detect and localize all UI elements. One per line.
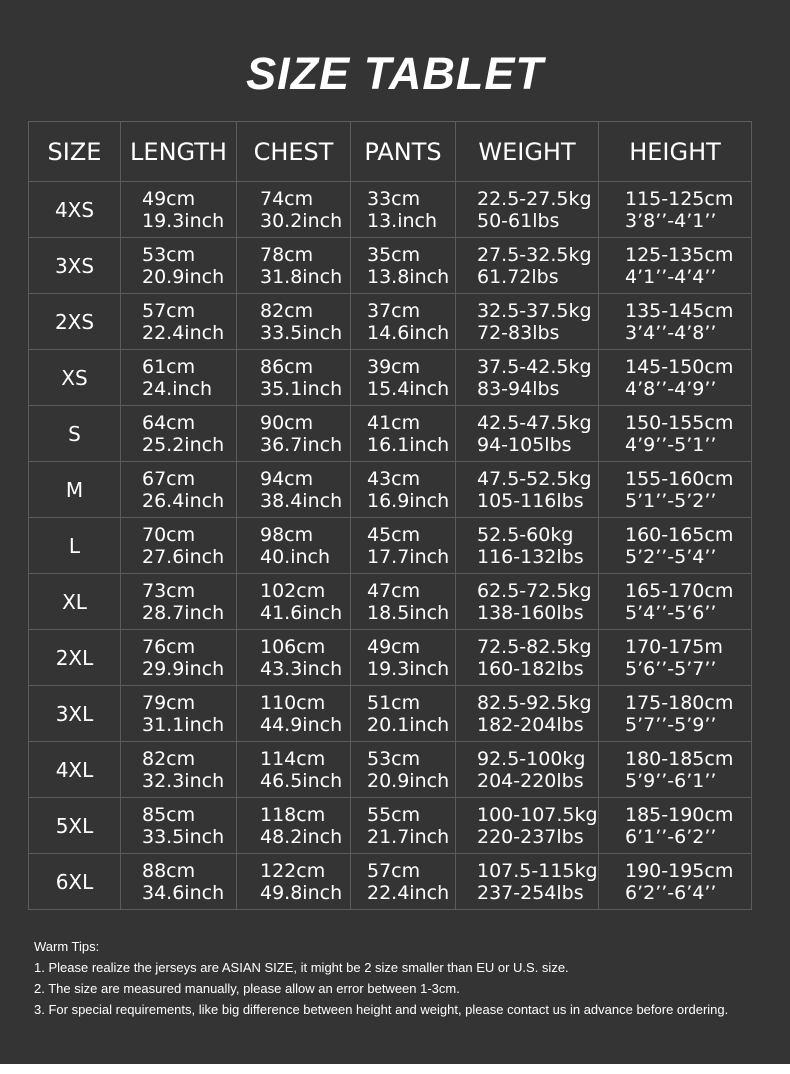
- length-metric: 49cm: [142, 187, 196, 210]
- height-cell: [599, 854, 752, 910]
- chest-metric: 90cm: [260, 411, 314, 434]
- height-imperial: 5’7’’-5’9’’: [625, 713, 717, 736]
- table-row: [29, 518, 752, 574]
- pants-metric: 43cm: [367, 467, 421, 490]
- length-imperial: 33.5inch: [142, 825, 225, 848]
- weight-cell: [456, 854, 599, 910]
- height-cell: [599, 630, 752, 686]
- header-chest: CHEST: [237, 122, 351, 182]
- chest-imperial: 40.inch: [260, 545, 331, 568]
- weight-metric: 62.5-72.5kg: [477, 579, 592, 602]
- weight-imperial: 61.72lbs: [477, 265, 559, 288]
- height-cell: [599, 798, 752, 854]
- tip-item: 3. For special requirements, like big difference between height and weight, please contact us in advance before ordering.: [34, 1002, 729, 1017]
- pants-imperial: 13.8inch: [367, 265, 450, 288]
- length-metric: 61cm: [142, 355, 196, 378]
- pants-cell: [351, 686, 456, 742]
- length-cell: [121, 238, 237, 294]
- pants-imperial: 15.4inch: [367, 377, 450, 400]
- weight-imperial: 116-132lbs: [477, 545, 584, 568]
- height-metric: 160-165cm: [625, 523, 734, 546]
- chest-metric: 110cm: [260, 691, 326, 714]
- height-imperial: 4’8’’-4’9’’: [625, 377, 717, 400]
- length-imperial: 32.3inch: [142, 769, 225, 792]
- chest-cell: [237, 406, 351, 462]
- weight-metric: 82.5-92.5kg: [477, 691, 592, 714]
- height-imperial: 5’1’’-5’2’’: [625, 489, 717, 512]
- weight-metric: 32.5-37.5kg: [477, 299, 592, 322]
- tips-heading: Warm Tips:: [34, 939, 100, 954]
- pants-imperial: 14.6inch: [367, 321, 450, 344]
- table-row: [29, 294, 752, 350]
- table-row: [29, 238, 752, 294]
- length-metric: 79cm: [142, 691, 196, 714]
- page-title: SIZE TABLET: [246, 48, 544, 99]
- height-metric: 170-175m: [625, 635, 723, 658]
- size-label: 2XL: [29, 630, 121, 686]
- height-cell: [599, 742, 752, 798]
- weight-imperial: 50-61lbs: [477, 209, 560, 232]
- size-label: 4XL: [29, 742, 121, 798]
- length-cell: [121, 294, 237, 350]
- pants-metric: 47cm: [367, 579, 421, 602]
- pants-cell: [351, 518, 456, 574]
- tip-item: 2. The size are measured manually, please allow an error between 1-3cm.: [34, 981, 460, 996]
- chest-metric: 114cm: [260, 747, 326, 770]
- height-metric: 150-155cm: [625, 411, 734, 434]
- pants-metric: 39cm: [367, 355, 421, 378]
- chest-cell: [237, 574, 351, 630]
- height-metric: 125-135cm: [625, 243, 734, 266]
- weight-cell: [456, 238, 599, 294]
- size-label: XS: [29, 350, 121, 406]
- size-label: 3XL: [29, 686, 121, 742]
- chest-cell: [237, 518, 351, 574]
- size-table: [28, 121, 752, 910]
- weight-cell: [456, 742, 599, 798]
- pants-cell: [351, 798, 456, 854]
- chest-cell: [237, 350, 351, 406]
- pants-metric: 45cm: [367, 523, 421, 546]
- height-metric: 115-125cm: [625, 187, 734, 210]
- length-metric: 82cm: [142, 747, 196, 770]
- length-cell: [121, 630, 237, 686]
- table-row: [29, 574, 752, 630]
- chest-metric: 106cm: [260, 635, 326, 658]
- pants-imperial: 20.9inch: [367, 769, 450, 792]
- length-metric: 53cm: [142, 243, 196, 266]
- size-label: M: [29, 462, 121, 518]
- chest-cell: [237, 182, 351, 238]
- weight-cell: [456, 406, 599, 462]
- size-label: 3XS: [29, 238, 121, 294]
- weight-cell: [456, 294, 599, 350]
- weight-metric: 27.5-32.5kg: [477, 243, 592, 266]
- length-imperial: 24.inch: [142, 377, 213, 400]
- chest-metric: 78cm: [260, 243, 314, 266]
- table-row: [29, 798, 752, 854]
- weight-imperial: 138-160lbs: [477, 601, 584, 624]
- height-cell: [599, 462, 752, 518]
- weight-cell: [456, 630, 599, 686]
- chest-imperial: 35.1inch: [260, 377, 343, 400]
- weight-cell: [456, 686, 599, 742]
- pants-metric: 37cm: [367, 299, 421, 322]
- chest-metric: 74cm: [260, 187, 314, 210]
- pants-cell: [351, 238, 456, 294]
- chest-metric: 94cm: [260, 467, 314, 490]
- chest-metric: 102cm: [260, 579, 326, 602]
- size-label: 5XL: [29, 798, 121, 854]
- pants-imperial: 16.1inch: [367, 433, 450, 456]
- height-imperial: 4’9’’-5’1’’: [625, 433, 717, 456]
- height-cell: [599, 518, 752, 574]
- length-imperial: 26.4inch: [142, 489, 225, 512]
- length-cell: [121, 350, 237, 406]
- length-imperial: 27.6inch: [142, 545, 225, 568]
- chest-imperial: 41.6inch: [260, 601, 343, 624]
- length-imperial: 29.9inch: [142, 657, 225, 680]
- height-cell: [599, 406, 752, 462]
- weight-metric: 42.5-47.5kg: [477, 411, 592, 434]
- header-height: HEIGHT: [599, 122, 752, 182]
- weight-metric: 92.5-100kg: [477, 747, 586, 770]
- height-imperial: 6’1’’-6’2’’: [625, 825, 717, 848]
- table-row: [29, 406, 752, 462]
- pants-imperial: 17.7inch: [367, 545, 450, 568]
- header-pants: PANTS: [351, 122, 456, 182]
- height-imperial: 3’8’’-4’1’’: [625, 209, 717, 232]
- weight-metric: 72.5-82.5kg: [477, 635, 592, 658]
- pants-imperial: 22.4inch: [367, 881, 450, 904]
- length-cell: [121, 742, 237, 798]
- pants-cell: [351, 182, 456, 238]
- weight-imperial: 105-116lbs: [477, 489, 584, 512]
- chest-imperial: 30.2inch: [260, 209, 343, 232]
- chest-cell: [237, 238, 351, 294]
- height-cell: [599, 574, 752, 630]
- length-cell: [121, 406, 237, 462]
- length-cell: [121, 182, 237, 238]
- table-body: [29, 182, 752, 910]
- size-label: 2XS: [29, 294, 121, 350]
- chest-cell: [237, 742, 351, 798]
- size-label: S: [29, 406, 121, 462]
- size-label: XL: [29, 574, 121, 630]
- size-label: 6XL: [29, 854, 121, 910]
- weight-imperial: 160-182lbs: [477, 657, 584, 680]
- weight-cell: [456, 798, 599, 854]
- length-imperial: 34.6inch: [142, 881, 225, 904]
- pants-cell: [351, 294, 456, 350]
- length-metric: 67cm: [142, 467, 196, 490]
- weight-imperial: 220-237lbs: [477, 825, 584, 848]
- weight-metric: 52.5-60kg: [477, 523, 574, 546]
- height-metric: 135-145cm: [625, 299, 734, 322]
- pants-cell: [351, 854, 456, 910]
- weight-cell: [456, 182, 599, 238]
- weight-imperial: 94-105lbs: [477, 433, 572, 456]
- weight-cell: [456, 518, 599, 574]
- height-metric: 155-160cm: [625, 467, 734, 490]
- table-row: [29, 742, 752, 798]
- height-metric: 165-170cm: [625, 579, 734, 602]
- pants-metric: 55cm: [367, 803, 421, 826]
- length-metric: 57cm: [142, 299, 196, 322]
- pants-cell: [351, 574, 456, 630]
- chest-imperial: 31.8inch: [260, 265, 343, 288]
- header-size: SIZE: [29, 122, 121, 182]
- header-weight: WEIGHT: [456, 122, 599, 182]
- length-metric: 73cm: [142, 579, 196, 602]
- warm-tips: [34, 936, 774, 1020]
- height-metric: 180-185cm: [625, 747, 734, 770]
- height-imperial: 4’1’’-4’4’’: [625, 265, 717, 288]
- pants-imperial: 18.5inch: [367, 601, 450, 624]
- chest-cell: [237, 686, 351, 742]
- table-row: [29, 182, 752, 238]
- pants-imperial: 16.9inch: [367, 489, 450, 512]
- height-cell: [599, 686, 752, 742]
- length-imperial: 25.2inch: [142, 433, 225, 456]
- height-cell: [599, 350, 752, 406]
- length-imperial: 20.9inch: [142, 265, 225, 288]
- tip-item: 1. Please realize the jerseys are ASIAN SIZE, it might be 2 size smaller than EU or U.S. size.: [34, 960, 569, 975]
- table-row: [29, 854, 752, 910]
- weight-metric: 37.5-42.5kg: [477, 355, 592, 378]
- length-cell: [121, 518, 237, 574]
- length-cell: [121, 574, 237, 630]
- pants-metric: 57cm: [367, 859, 421, 882]
- length-metric: 64cm: [142, 411, 196, 434]
- size-label: 4XS: [29, 182, 121, 238]
- length-cell: [121, 462, 237, 518]
- table-row: [29, 350, 752, 406]
- length-imperial: 22.4inch: [142, 321, 225, 344]
- height-cell: [599, 294, 752, 350]
- weight-imperial: 83-94lbs: [477, 377, 560, 400]
- pants-cell: [351, 350, 456, 406]
- weight-metric: 107.5-115kg: [477, 859, 598, 882]
- pants-metric: 33cm: [367, 187, 421, 210]
- length-cell: [121, 686, 237, 742]
- chest-metric: 86cm: [260, 355, 314, 378]
- weight-imperial: 204-220lbs: [477, 769, 584, 792]
- height-metric: 190-195cm: [625, 859, 734, 882]
- chest-metric: 82cm: [260, 299, 314, 322]
- pants-imperial: 21.7inch: [367, 825, 450, 848]
- length-metric: 88cm: [142, 859, 196, 882]
- pants-imperial: 19.3inch: [367, 657, 450, 680]
- pants-cell: [351, 742, 456, 798]
- pants-cell: [351, 462, 456, 518]
- weight-cell: [456, 462, 599, 518]
- length-imperial: 28.7inch: [142, 601, 225, 624]
- chest-cell: [237, 630, 351, 686]
- length-cell: [121, 798, 237, 854]
- length-cell: [121, 854, 237, 910]
- weight-metric: 47.5-52.5kg: [477, 467, 592, 490]
- size-label: L: [29, 518, 121, 574]
- chest-imperial: 49.8inch: [260, 881, 343, 904]
- chest-imperial: 48.2inch: [260, 825, 343, 848]
- pants-cell: [351, 630, 456, 686]
- height-imperial: 3’4’’-4’8’’: [625, 321, 717, 344]
- height-metric: 185-190cm: [625, 803, 734, 826]
- pants-imperial: 20.1inch: [367, 713, 450, 736]
- length-imperial: 31.1inch: [142, 713, 225, 736]
- chest-imperial: 43.3inch: [260, 657, 343, 680]
- pants-metric: 41cm: [367, 411, 421, 434]
- height-metric: 175-180cm: [625, 691, 734, 714]
- weight-imperial: 182-204lbs: [477, 713, 584, 736]
- chest-cell: [237, 854, 351, 910]
- chest-cell: [237, 294, 351, 350]
- height-imperial: 5’9’’-6’1’’: [625, 769, 717, 792]
- pants-imperial: 13.inch: [367, 209, 438, 232]
- table-header-row: [29, 122, 752, 182]
- height-cell: [599, 238, 752, 294]
- header-length: LENGTH: [121, 122, 237, 182]
- table-row: [29, 462, 752, 518]
- chest-cell: [237, 462, 351, 518]
- chest-metric: 118cm: [260, 803, 326, 826]
- chest-imperial: 36.7inch: [260, 433, 343, 456]
- weight-imperial: 72-83lbs: [477, 321, 560, 344]
- chest-imperial: 46.5inch: [260, 769, 343, 792]
- weight-cell: [456, 350, 599, 406]
- height-cell: [599, 182, 752, 238]
- pants-metric: 51cm: [367, 691, 421, 714]
- table-row: [29, 686, 752, 742]
- height-imperial: 5’2’’-5’4’’: [625, 545, 717, 568]
- pants-metric: 49cm: [367, 635, 421, 658]
- chest-imperial: 44.9inch: [260, 713, 343, 736]
- weight-cell: [456, 574, 599, 630]
- length-metric: 70cm: [142, 523, 196, 546]
- pants-cell: [351, 406, 456, 462]
- chest-metric: 122cm: [260, 859, 326, 882]
- chest-metric: 98cm: [260, 523, 314, 546]
- chest-imperial: 38.4inch: [260, 489, 343, 512]
- weight-metric: 22.5-27.5kg: [477, 187, 592, 210]
- chest-cell: [237, 798, 351, 854]
- pants-metric: 35cm: [367, 243, 421, 266]
- weight-imperial: 237-254lbs: [477, 881, 584, 904]
- height-imperial: 5’4’’-5’6’’: [625, 601, 717, 624]
- length-metric: 76cm: [142, 635, 196, 658]
- length-imperial: 19.3inch: [142, 209, 225, 232]
- height-imperial: 5’6’’-5’7’’: [625, 657, 717, 680]
- height-imperial: 6’2’’-6’4’’: [625, 881, 717, 904]
- length-metric: 85cm: [142, 803, 196, 826]
- chest-imperial: 33.5inch: [260, 321, 343, 344]
- weight-metric: 100-107.5kg: [477, 803, 598, 826]
- height-metric: 145-150cm: [625, 355, 734, 378]
- table-row: [29, 630, 752, 686]
- pants-metric: 53cm: [367, 747, 421, 770]
